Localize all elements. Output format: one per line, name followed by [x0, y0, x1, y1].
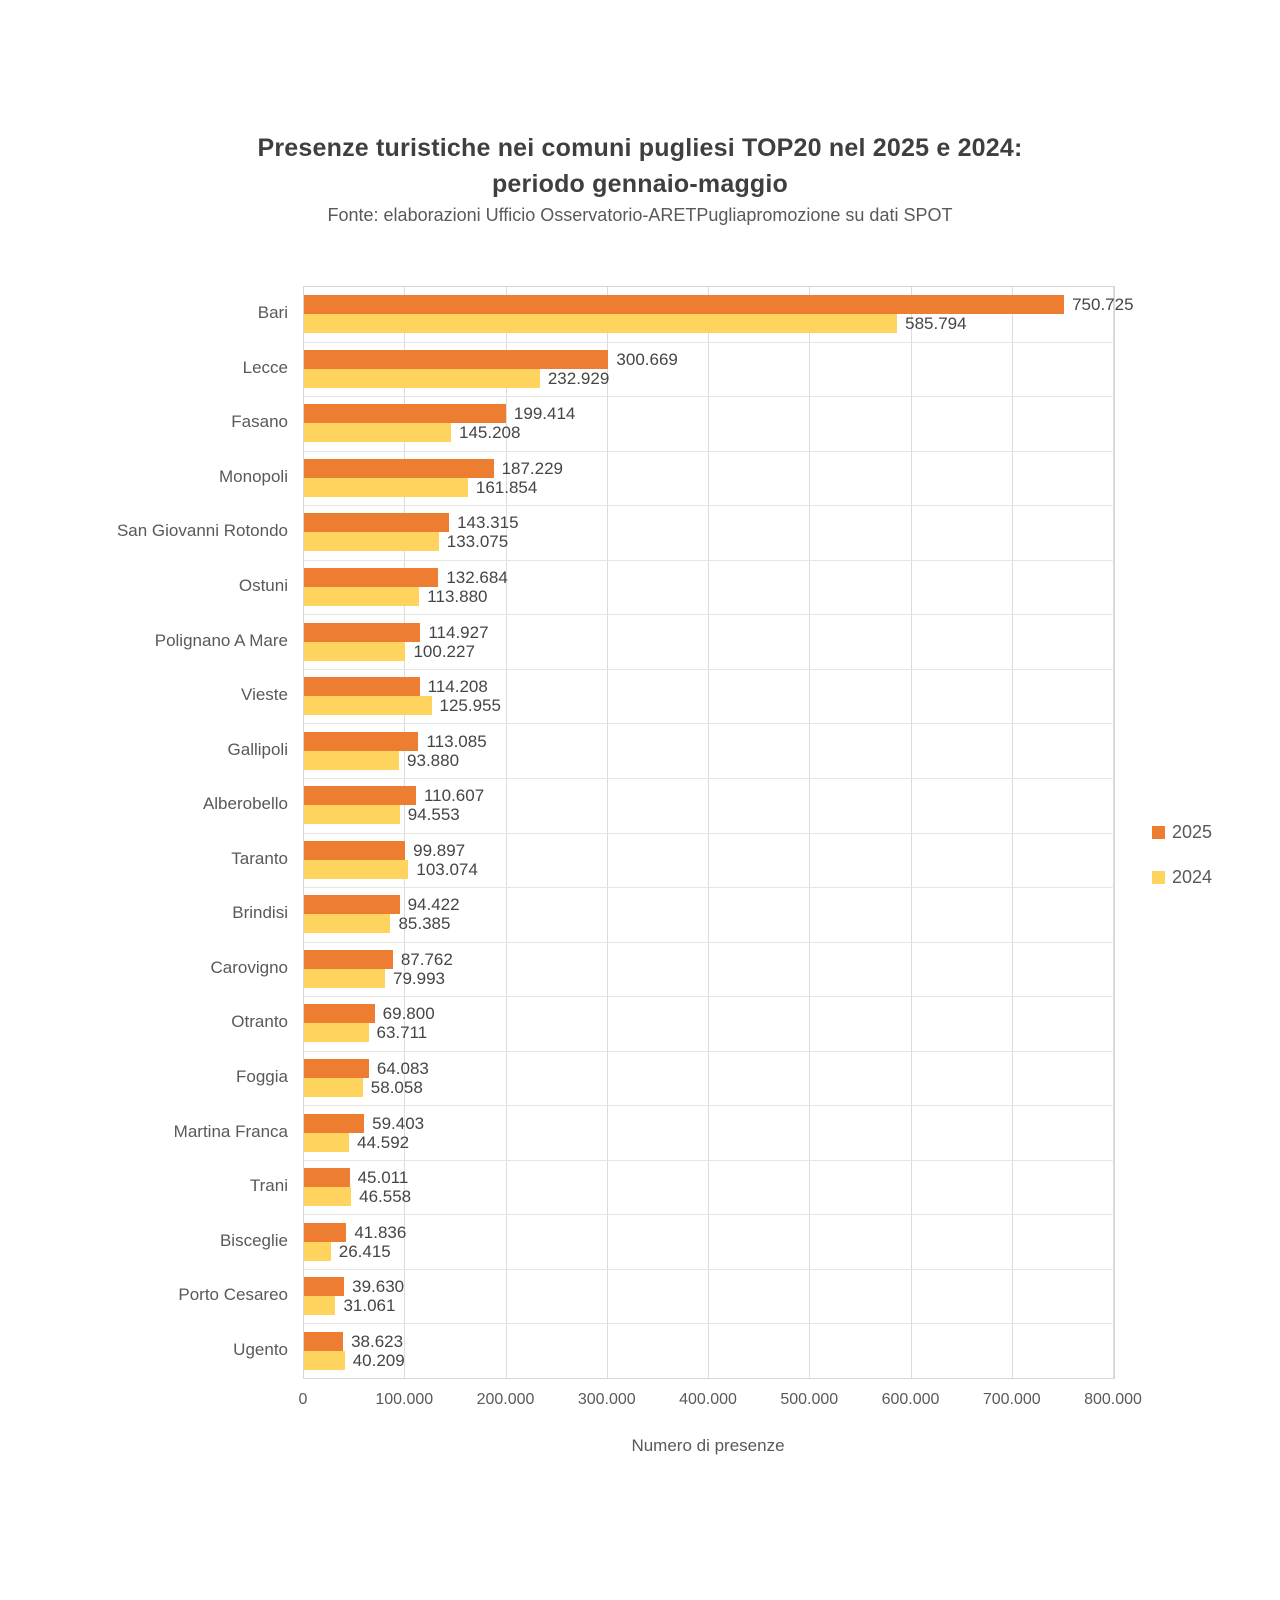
value-label-2024: 100.227: [413, 641, 475, 661]
bar-2025: [304, 786, 416, 805]
category-label: Carovigno: [210, 957, 288, 977]
bar-2025: [304, 1004, 375, 1023]
category-label: Foggia: [236, 1066, 288, 1086]
legend-item-2025: [1152, 822, 1212, 843]
bar-2024: [304, 314, 897, 333]
legend-item-2024: [1152, 867, 1212, 888]
bar-2024: [304, 1078, 363, 1097]
category-label: Lecce: [242, 357, 288, 377]
bar-2025: [304, 950, 393, 969]
category-label: Bisceglie: [219, 1230, 288, 1250]
value-label-2025: 45.011: [357, 1168, 409, 1188]
bar-2025: [304, 1114, 364, 1133]
value-label-2024: 94.553: [407, 805, 460, 825]
value-label-2025: 132.684: [446, 568, 508, 588]
horizontal-gridline: [304, 1214, 1114, 1215]
category-label: Porto Cesareo: [178, 1285, 288, 1305]
bar-2024: [304, 1187, 351, 1206]
x-tick-label: 700.000: [982, 1391, 1041, 1408]
chart-title-line1: Presenze turistiche nei comuni pugliesi TOP20 nel 2025 e 2024:: [257, 134, 1023, 162]
bar-2025: [304, 1223, 346, 1242]
value-label-2024: 585.794: [905, 314, 967, 334]
bar-2024: [304, 478, 468, 497]
bar-2024: [304, 805, 400, 824]
value-label-2024: 93.880: [407, 750, 460, 770]
value-label-2025: 64.083: [376, 1058, 429, 1078]
bar-2024: [304, 751, 399, 770]
legend: [1152, 822, 1212, 912]
category-label: Brindisi: [232, 903, 288, 923]
value-label-2024: 145.208: [459, 423, 521, 443]
category-label: Polignano A Mare: [154, 630, 288, 650]
x-tick-label: 800.000: [1084, 1391, 1142, 1408]
horizontal-gridline: [304, 1160, 1114, 1161]
value-label-2025: 143.315: [457, 513, 519, 533]
x-tick-label: 200.000: [476, 1391, 535, 1408]
plot-area: [303, 286, 1134, 1379]
bar-2024: [304, 532, 439, 551]
bar-2025: [304, 1277, 344, 1296]
category-label: Otranto: [231, 1012, 288, 1032]
horizontal-gridline: [304, 669, 1114, 670]
value-label-2024: 46.558: [359, 1187, 412, 1207]
value-label-2025: 750.725: [1072, 295, 1134, 315]
value-label-2025: 94.422: [407, 895, 460, 915]
value-label-2024: 63.711: [376, 1023, 428, 1043]
value-label-2024: 40.209: [352, 1350, 405, 1370]
horizontal-gridline: [304, 1105, 1114, 1106]
value-label-2025: 110.607: [423, 786, 485, 806]
value-label-2024: 26.415: [338, 1241, 391, 1261]
horizontal-gridline: [304, 505, 1114, 506]
category-label: Gallipoli: [227, 739, 288, 759]
value-label-2025: 113.085: [426, 731, 487, 751]
bar-2024: [304, 1023, 369, 1042]
horizontal-gridline: [304, 396, 1114, 397]
value-label-2025: 69.800: [382, 1004, 435, 1024]
category-label: Alberobello: [202, 794, 288, 814]
bar-2024: [304, 914, 390, 933]
bar-2025: [304, 1168, 350, 1187]
legend-swatch-2024: [1152, 871, 1165, 884]
x-axis-title: Numero di presenze: [631, 1436, 785, 1455]
x-tick-label: 0: [298, 1391, 308, 1408]
value-label-2024: 103.074: [416, 859, 478, 879]
horizontal-gridline: [304, 1269, 1114, 1270]
category-label: Fasano: [231, 412, 288, 432]
value-label-2024: 133.075: [446, 532, 509, 552]
bar-2024: [304, 860, 408, 879]
value-label-2024: 125.955: [439, 696, 501, 716]
value-label-2024: 232.929: [547, 368, 610, 388]
bar-2025: [304, 732, 418, 751]
bar-2025: [304, 841, 405, 860]
x-tick-label: 300.000: [577, 1391, 636, 1408]
value-label-2024: 79.993: [392, 968, 445, 988]
chart-source-note: Fonte: elaborazioni Ufficio Osservatorio-ARETPugliapromozione su dati SPOT: [327, 205, 953, 225]
x-tick-label: 400.000: [679, 1391, 737, 1408]
value-label-2025: 39.630: [352, 1277, 405, 1297]
bar-2025: [304, 404, 506, 423]
value-label-2024: 161.854: [475, 477, 538, 497]
bar-2024: [304, 1296, 335, 1315]
bar-2025: [304, 1059, 369, 1078]
horizontal-gridline: [304, 451, 1114, 452]
bar-2024: [304, 1133, 349, 1152]
category-label: Trani: [249, 1176, 288, 1196]
bar-2025: [304, 623, 420, 642]
bar-2025: [304, 895, 400, 914]
bar-2025: [304, 459, 494, 478]
x-tick-label: 600.000: [881, 1391, 940, 1408]
category-label: Monopoli: [219, 466, 288, 486]
value-label-2024: 85.385: [398, 914, 451, 934]
bar-2024: [304, 369, 540, 388]
legend-swatch-2025: [1152, 826, 1165, 839]
bar-2025: [304, 677, 420, 696]
value-label-2025: 114.208: [427, 677, 488, 697]
bar-2024: [304, 969, 385, 988]
horizontal-gridline: [304, 342, 1114, 343]
horizontal-gridline: [304, 887, 1114, 888]
value-label-2024: 44.592: [357, 1132, 410, 1152]
legend-label-2025: 2025: [1172, 822, 1213, 842]
category-label: Vieste: [241, 685, 288, 705]
value-label-2025: 114.927: [428, 622, 489, 642]
horizontal-gridline: [304, 614, 1114, 615]
category-label: San Giovanni Rotondo: [116, 521, 288, 541]
value-label-2024: 31.061: [343, 1296, 396, 1316]
category-label: Ugento: [233, 1339, 288, 1359]
category-label: Bari: [257, 303, 288, 323]
x-tick-label: 500.000: [780, 1391, 839, 1408]
bar-2025: [304, 350, 608, 369]
bar-2024: [304, 1351, 345, 1370]
x-tick-label: 100.000: [375, 1391, 434, 1408]
category-label: Ostuni: [238, 576, 288, 596]
value-label-2024: 58.058: [370, 1077, 423, 1097]
horizontal-gridline: [304, 560, 1114, 561]
value-label-2025: 99.897: [413, 840, 466, 860]
horizontal-gridline: [304, 996, 1114, 997]
bar-2024: [304, 423, 451, 442]
bar-2024: [304, 1242, 331, 1261]
horizontal-gridline: [304, 1051, 1114, 1052]
chart-title-line2: periodo gennaio-maggio: [491, 170, 789, 198]
category-label: Martina Franca: [173, 1121, 288, 1141]
bar-2024: [304, 696, 432, 715]
value-label-2025: 187.229: [501, 458, 564, 478]
value-label-2025: 41.836: [354, 1222, 407, 1242]
bar-2025: [304, 295, 1064, 314]
bar-2024: [304, 642, 405, 661]
horizontal-gridline: [304, 1323, 1114, 1324]
bar-2025: [304, 568, 438, 587]
value-label-2025: 87.762: [400, 949, 453, 969]
legend-label-2024: 2024: [1172, 867, 1213, 887]
horizontal-gridline: [304, 778, 1114, 779]
horizontal-gridline: [304, 942, 1114, 943]
value-label-2025: 300.669: [616, 349, 678, 369]
value-label-2025: 199.414: [513, 404, 576, 424]
value-label-2024: 113.880: [427, 587, 488, 607]
value-label-2025: 59.403: [372, 1113, 425, 1133]
bar-2024: [304, 587, 419, 606]
horizontal-gridline: [304, 723, 1114, 724]
x-axis-ticks: [0, 1391, 1280, 1413]
chart-header: [0, 130, 1280, 226]
bar-2025: [304, 1332, 343, 1351]
category-label: Taranto: [231, 848, 288, 868]
horizontal-gridline: [304, 833, 1114, 834]
bar-2025: [304, 513, 449, 532]
value-label-2025: 38.623: [351, 1331, 404, 1351]
